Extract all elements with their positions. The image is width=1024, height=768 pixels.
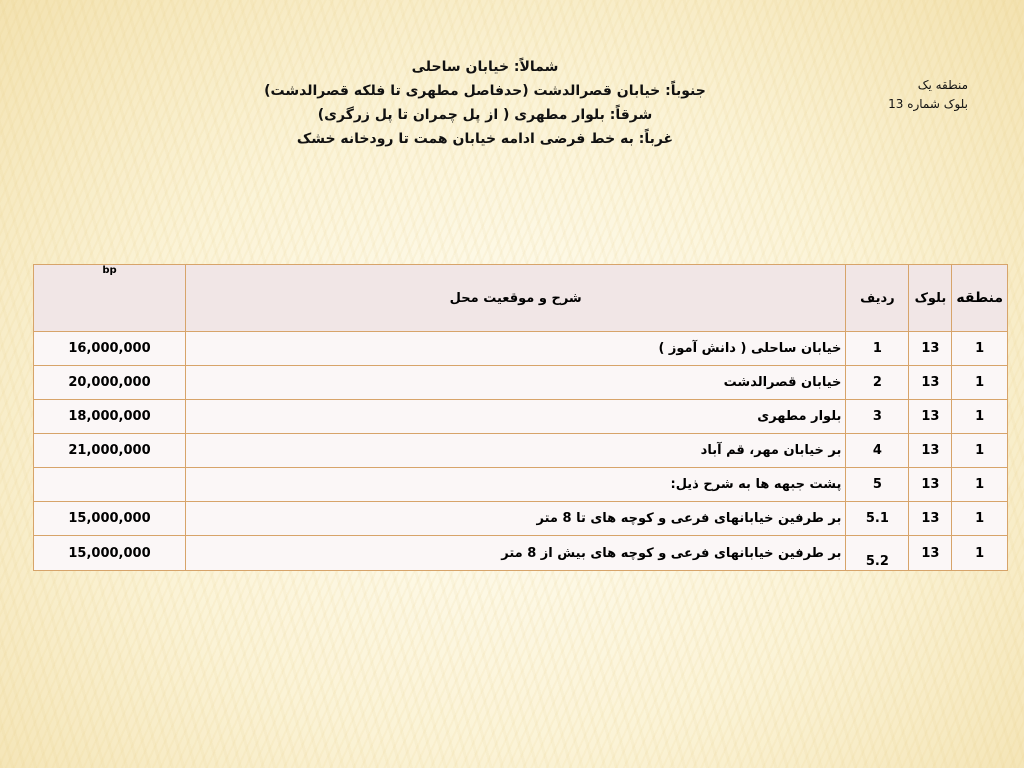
cell-row-number: 2: [846, 366, 909, 400]
header-description: شرح و موقعیت محل: [186, 265, 846, 332]
cell-row-number: 1: [846, 332, 909, 366]
cell-description: بر طرفین خیابانهای فرعی و کوچه های بیش از 8 متر: [186, 536, 846, 571]
header-region: منطقه: [952, 265, 1008, 332]
cell-description: بلوار مطهری: [186, 400, 846, 434]
cell-region: 1: [952, 468, 1008, 502]
cell-region: 1: [952, 332, 1008, 366]
boundary-west: غرباً: به خط فرضی ادامه خیابان همت تا رودخانه خشک: [296, 131, 674, 147]
cell-description: خیابان قصرالدشت: [186, 366, 846, 400]
cell-block: 13: [909, 468, 952, 502]
cell-block: 13: [909, 366, 952, 400]
boundary-north: شمالاً: خیابان ساحلی: [411, 59, 559, 75]
cell-region: 1: [952, 400, 1008, 434]
region-info: [848, 76, 968, 114]
cell-price: 15,000,000: [34, 536, 186, 571]
cell-region: 1: [952, 434, 1008, 468]
table-row: [34, 332, 1008, 366]
cell-price: 15,000,000: [34, 502, 186, 536]
table-row: [34, 366, 1008, 400]
block-number-label: بلوک شماره 13: [888, 97, 968, 111]
cell-region: 1: [952, 502, 1008, 536]
cell-description: بر خیابان مهر، قم آباد: [186, 434, 846, 468]
price-table: [33, 264, 1008, 571]
cell-description: خیابان ساحلی ( دانش آموز ): [186, 332, 846, 366]
cell-row-number: 5.1: [846, 502, 909, 536]
cell-row-number: 5: [846, 468, 909, 502]
cell-block: 13: [909, 400, 952, 434]
table-row: [34, 400, 1008, 434]
cell-region: 1: [952, 536, 1008, 571]
cell-block: 13: [909, 536, 952, 571]
table-row: [34, 536, 1008, 571]
cell-block: 13: [909, 434, 952, 468]
cell-price: 20,000,000: [34, 366, 186, 400]
table-row: [34, 502, 1008, 536]
cell-row-number: 4: [846, 434, 909, 468]
table-header-row: [34, 265, 1008, 332]
cell-region: 1: [952, 366, 1008, 400]
table-row: [34, 434, 1008, 468]
boundaries-block: [250, 55, 720, 151]
cell-description: بر طرفین خیابانهای فرعی و کوچه های تا 8 متر: [186, 502, 846, 536]
table-row: [34, 468, 1008, 502]
cell-price: 21,000,000: [34, 434, 186, 468]
header-row-number: ردیف: [846, 265, 909, 332]
cell-price: [34, 468, 186, 502]
cell-description: پشت جبهه ها به شرح ذیل:: [186, 468, 846, 502]
cell-price: 18,000,000: [34, 400, 186, 434]
cell-row-number: 3: [846, 400, 909, 434]
header-price: bp: [34, 265, 186, 332]
boundary-east: شرقاً: بلوار مطهری ( از پل چمران تا پل زرگری): [317, 107, 653, 123]
header-block: بلوک: [909, 265, 952, 332]
cell-block: 13: [909, 332, 952, 366]
cell-row-number: 5.2: [846, 536, 909, 571]
cell-block: 13: [909, 502, 952, 536]
cell-price: 16,000,000: [34, 332, 186, 366]
boundary-south: جنوباً: خیابان قصرالدشت (حدفاصل مطهری تا فلکه قصرالدشت): [264, 83, 706, 99]
region-label: منطقه یک: [917, 78, 968, 92]
